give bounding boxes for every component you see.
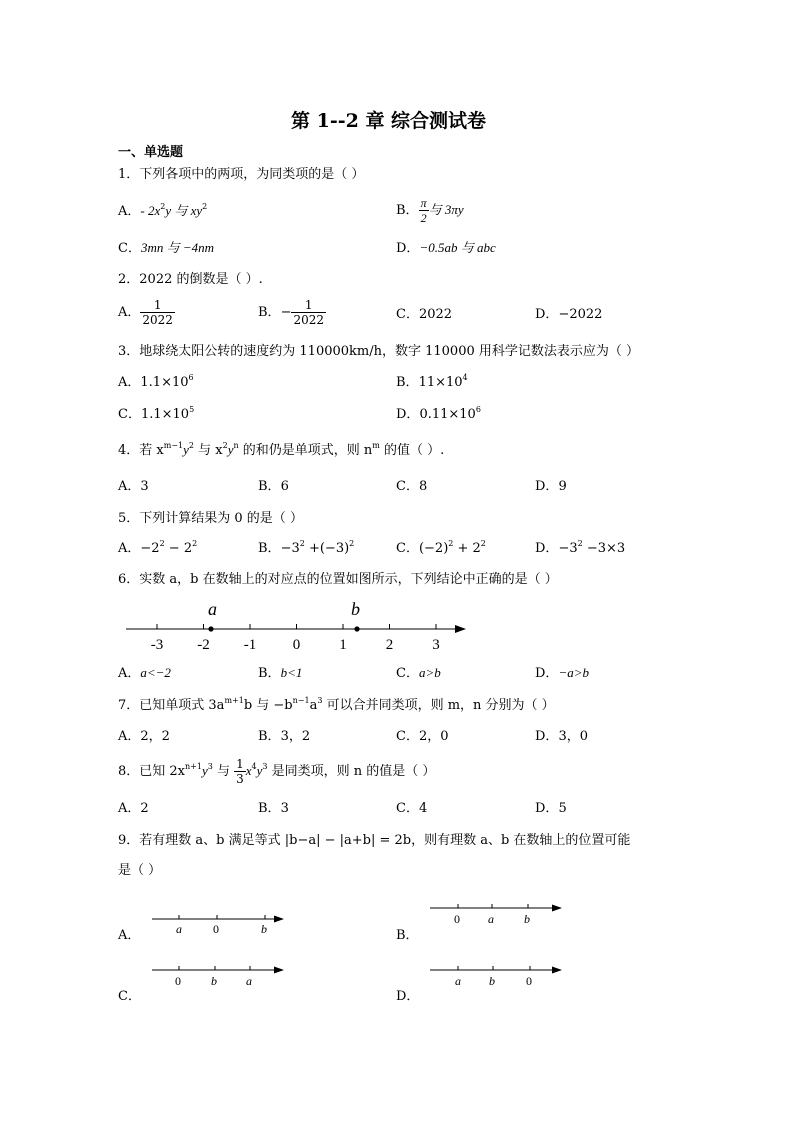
label-b: b bbox=[351, 599, 360, 619]
q9-option-b-label: B． bbox=[396, 928, 419, 943]
tick-label: a bbox=[176, 922, 182, 936]
tick-label: 1 bbox=[339, 637, 347, 653]
q6-option-a: A．a<−2 bbox=[118, 665, 171, 681]
tick-label: 2 bbox=[385, 637, 394, 653]
q6-option-b: B．b<1 bbox=[258, 665, 303, 681]
tick-label: b bbox=[211, 974, 217, 988]
q5-option-b: B．$-3^2 +(-3)^2$ bbox=[258, 539, 355, 556]
point-b bbox=[354, 626, 359, 631]
tick-label: 0 bbox=[292, 637, 301, 653]
q9-option-b-number-line bbox=[428, 898, 568, 932]
q9-option-d-number-line bbox=[428, 960, 568, 994]
question-2-stem: 2．2022 的倒数是（ ）. bbox=[118, 272, 263, 287]
q3-option-c: C．$1.1\times 10^5$ bbox=[118, 405, 195, 422]
q2-option-b: B．− $\frac{1}{2022}$ bbox=[258, 298, 325, 327]
q3-option-d: D．$0.11\times 10^6$ bbox=[396, 405, 481, 422]
label-a: a bbox=[208, 599, 217, 619]
tick-label: b bbox=[261, 922, 267, 936]
q8-option-d: D．5 bbox=[535, 801, 567, 816]
tick-label: 0 bbox=[454, 912, 460, 926]
question-4-stem: 4．若 $x^{m-1}y^2$ 与 $x^2y^n$ 的和仍是单项式，则 $n^m$ 的值（ ）. bbox=[118, 441, 445, 458]
section-heading: 一、单选题 bbox=[118, 145, 184, 160]
q7-option-b: B．3，2 bbox=[258, 729, 311, 744]
question-6-stem: 6．实数 a，b 在数轴上的对应点的位置如图所示，下列结论中正确的是（ ） bbox=[118, 572, 558, 587]
tick-label: 0 bbox=[175, 974, 181, 988]
q7-option-a: A．2，2 bbox=[118, 729, 170, 744]
q9-option-d-label: D． bbox=[396, 989, 420, 1004]
q4-option-a: A．3 bbox=[118, 479, 149, 494]
tick-label: -3 bbox=[150, 637, 164, 653]
q1-option-b: B． $\frac{\pi}{2}$ 与 3πy bbox=[396, 196, 464, 225]
q9-option-c-number-line bbox=[150, 960, 290, 994]
tick-label: 0 bbox=[213, 922, 219, 936]
q7-option-d: D．3，0 bbox=[535, 729, 588, 744]
q8-option-a: A．2 bbox=[118, 801, 149, 816]
q1-option-a: A．- $2x^2y$ 与 $xy^2$ bbox=[118, 202, 208, 219]
q5-option-c: C．$(-2)^2 + 2^2$ bbox=[396, 539, 486, 556]
q4-option-c: C．8 bbox=[396, 479, 428, 494]
tick-label: b bbox=[489, 974, 495, 988]
tick-label: -2 bbox=[197, 637, 210, 653]
tick-label: a bbox=[455, 974, 461, 988]
tick-label: b bbox=[524, 912, 530, 926]
q2-option-d: D．−2022 bbox=[535, 307, 603, 322]
q3-option-a: A．$1.1\times 10^6$ bbox=[118, 373, 194, 390]
question-8-stem: 8．已知 $2x^{n+1}y^3$ 与 $\frac{1}{3}$ $x^4y^3$ 是同类项，则 n 的值是（ ） bbox=[118, 757, 436, 786]
q9-option-a-label: A． bbox=[118, 928, 141, 943]
point-a bbox=[208, 626, 213, 631]
q9-option-c-label: C． bbox=[118, 989, 141, 1004]
q2-option-a: A． $\frac{1}{2022}$ bbox=[118, 298, 173, 327]
tick-label: -1 bbox=[243, 637, 257, 653]
q6-option-d: D．−a>b bbox=[535, 665, 589, 681]
q6-number-line bbox=[120, 596, 470, 656]
q2-option-c: C．2022 bbox=[396, 307, 453, 322]
q3-option-b: B．$11\times 10^4$ bbox=[396, 373, 468, 390]
q7-option-c: C．2，0 bbox=[396, 729, 449, 744]
q6-option-c: C．a>b bbox=[396, 665, 441, 681]
q8-option-b: B．3 bbox=[258, 801, 289, 816]
tick-label: 3 bbox=[432, 637, 440, 653]
question-1-stem: 1．下列各项中的两项，为同类项的是（ ） bbox=[118, 167, 365, 182]
q1-option-d: D．−0.5ab 与 abc bbox=[396, 240, 496, 256]
q5-option-d: D．$-3^2 -3\times 3$ bbox=[535, 539, 626, 556]
tick-label: 0 bbox=[526, 974, 532, 988]
tick-label: a bbox=[488, 912, 494, 926]
q4-option-b: B．6 bbox=[258, 479, 289, 494]
question-7-stem: 7．已知单项式 $3a^{m+1}b$ 与 $-b^{n-1}a^3$ 可以合并同类项，则 m，n 分别为（ ） bbox=[118, 696, 555, 713]
tick-label: a bbox=[246, 974, 252, 988]
q1-option-c: C．3mn 与 −4nm bbox=[118, 240, 215, 256]
question-9-stem-line1: 9．若有理数 a、b 满足等式 |b−a| − |a+b| = 2b，则有理数 a、b 在数轴上的位置可能 bbox=[118, 833, 631, 848]
question-3-stem: 3．地球绕太阳公转的速度约为 110000km/h，数字 110000 用科学记数法表示应为（ ） bbox=[118, 344, 640, 359]
q4-option-d: D．9 bbox=[535, 479, 567, 494]
question-5-stem: 5．下列计算结果为 0 的是（ ） bbox=[118, 511, 303, 526]
q5-option-a: A．$-2^2 - 2^2$ bbox=[118, 539, 198, 556]
question-9-stem-line2: 是（ ） bbox=[118, 863, 162, 878]
q9-option-a-number-line bbox=[150, 902, 290, 936]
q8-option-c: C．4 bbox=[396, 801, 428, 816]
page-title: 第 1--2 章 综合测试卷 bbox=[291, 110, 487, 132]
